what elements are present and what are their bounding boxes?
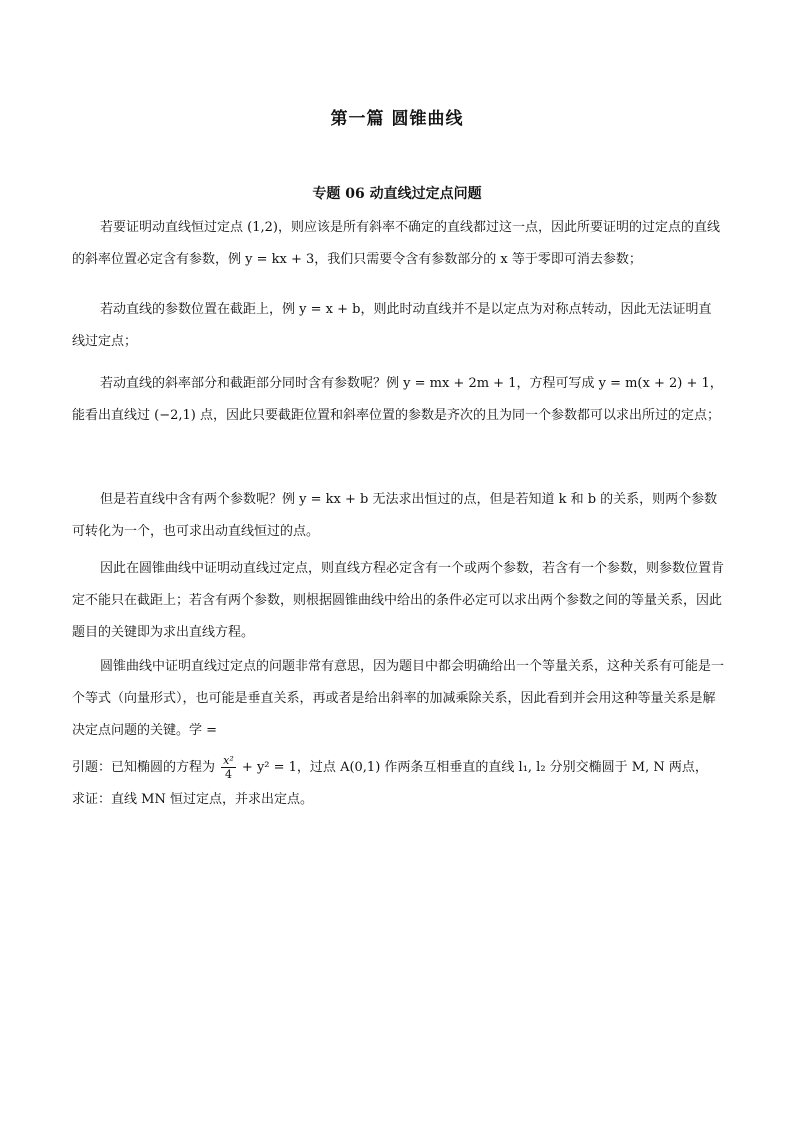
paragraph-6-text: 圆锥曲线中证明直线过定点的问题非常有意思，因为题目中都会明确给出一个等量关系，这种关系有可能是一个等式（向量形式），也可能是垂直关系，再或者是给出斜率的加减乘除关系，因此看到并会用这种等量关系是解决定点问题的关键。学 =	[72, 659, 725, 738]
paragraph-5-text: 因此在圆锥曲线中证明动直线过定点，则直线方程必定含有一个或两个参数，若含有一个参数，则参数位置肯定不能只在截距上；若含有两个参数，则根据圆锥曲线中给出的条件必定可以求出两个参数之间的等量关系，因此题目的关键即为求出直线方程。	[72, 561, 725, 640]
ellipse-fraction	[221, 754, 236, 781]
paragraph-3-text: 若动直线的斜率部分和截距部分同时含有参数呢？例 y = mx + 2m + 1，方程可写成 y = m(x + 2) + 1，能看出直线过 (−2,1) 点，因此只要截距位置和斜率位置的参数是齐次的且为同一个参数都可以求出所过的定点；	[72, 376, 723, 423]
paragraph-3	[72, 368, 724, 432]
example-line-2: 求证：直线 MN 恒过定点，并求出定点。	[72, 792, 313, 807]
paragraph-5	[72, 553, 724, 649]
paragraph-6	[72, 651, 724, 747]
example-problem	[72, 752, 724, 816]
example-intro: 引题：已知椭圆的方程为	[72, 760, 216, 775]
topic-title: 专题 06 动直线过定点问题	[312, 186, 482, 202]
fraction-numerator: x²	[223, 754, 234, 767]
part-title: 第一篇 圆锥曲线	[330, 109, 464, 129]
paragraph-4-text: 但是若直线中含有两个参数呢？例 y = kx + b 无法求出恒过的点，但是若知道 k 和 b 的关系，则两个参数可转化为一个，也可求出动直线恒过的点。	[72, 492, 718, 539]
paragraph-1-text: 若要证明动直线恒过定点 (1,2)，则应该是所有斜率不确定的直线都过这一点，因此所要证明的过定点的直线的斜率位置必定含有参数，例 y = kx + 3，我们只需要令含有参数部分的 x 等于零即可消去参数；	[72, 220, 720, 267]
paragraph-2	[72, 294, 724, 358]
paragraph-4	[72, 484, 724, 548]
example-rest: + y² = 1，过点 A(0,1) 作两条互相垂直的直线 l₁, l₂ 分别交椭圆于 M, N 两点，	[241, 760, 708, 775]
fraction-denominator: 4	[224, 768, 232, 781]
paragraph-1	[72, 212, 724, 276]
paragraph-2-text: 若动直线的参数位置在截距上，例 y = x + b，则此时动直线并不是以定点为对称点转动，因此无法证明直线过定点；	[72, 302, 712, 349]
